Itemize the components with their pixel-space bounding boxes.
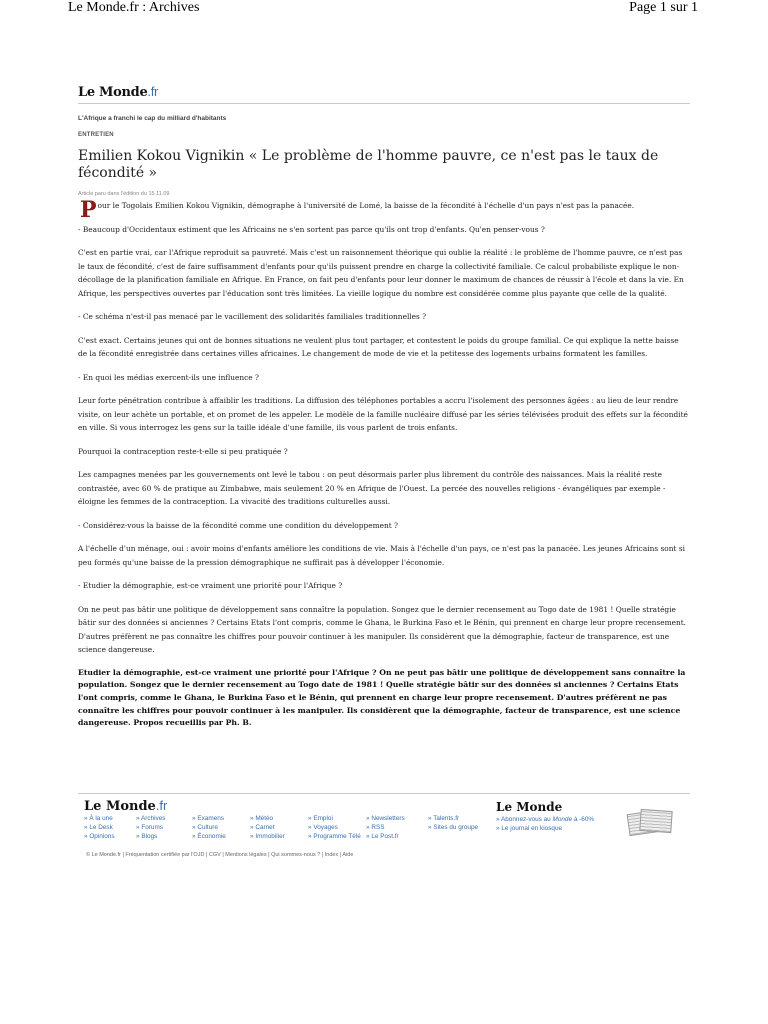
footer-logo-suffix: .fr [155, 798, 168, 813]
footer-link[interactable]: » Opinions [84, 833, 115, 840]
print-header-title: Le Monde.fr : Archives [68, 0, 200, 15]
print-header-page-number: Page 1 sur 1 [629, 0, 698, 15]
article-paragraph: Leur forte pénétration contribue à affaiblir les traditions. La diffusion des téléphones portables a accru l'isolement des personnes âgées : au lieu de leur rendre visite, on leur achète un portable, et on promet de les appeler. Le modèle de la famille nucléaire diffusé par les séries télévisées produit des effets sur la fécondité en ville. Si vous interrogez les gens sur la taille idéale d'une famille, ils vous parlent de trois enfants. [78, 396, 688, 433]
subscribe-suffix: à -60% [572, 816, 595, 823]
footer-link[interactable]: » Examens [192, 815, 224, 822]
header-divider [78, 103, 690, 104]
newspaper-logo[interactable]: Le Monde [496, 800, 563, 814]
article-paragraph: - Etudier la démographie, est-ce vraiment une priorité pour l'Afrique ? [78, 581, 343, 591]
article-lead [78, 197, 690, 224]
article-paragraph: C'est exact. Certains jeunes qui ont de bonnes situations ne veulent plus tout partager, et contestent le poids du groupe familial. Ce qui explique la nette baisse de la fécondité enregistrée dans certaines villes africaines. Le changement de mode de vie et la petitesse des logements urbains formatent les familles. [78, 335, 679, 359]
logo-name: Le Monde [78, 85, 148, 100]
footer-link[interactable]: » Le Post.fr [366, 833, 399, 840]
footer-link[interactable]: » Carnet [250, 824, 275, 831]
footer-link[interactable]: » Newsletters [366, 815, 405, 822]
footer-link[interactable]: » Talents.fr [428, 815, 460, 822]
le-monde-logo[interactable] [78, 84, 690, 100]
article-paragraph: On ne peut pas bâtir une politique de développement sans connaître la population. Songez que le dernier recensement au Togo date de 1981 ! Quelle stratégie bâtir sur des données si anciennes ? Certains Etats l'ont compris, comme le Ghana, le Burkina Faso et le Bénin, qui prennent en charge leur propre recensement. D'autres préfèrent ne pas connaître les chiffres pour pouvoir continuer à les manipuler. Ils considèrent que la démographie, facteur de transparence, est une science dangereuse. [78, 604, 687, 655]
footer-link[interactable]: » Voyages [308, 824, 338, 831]
footer-column [192, 814, 226, 841]
article-paragraph: - Considérez-vous la baisse de la fécondité comme une condition du développement ? [78, 520, 399, 530]
article-paragraph: - En quoi les médias exercent-ils une influence ? [78, 372, 259, 382]
footer-column [366, 814, 405, 841]
footer-link[interactable]: » Immobilier [250, 833, 285, 840]
article-paragraph: Pourquoi la contraception reste-t-elle si peu pratiquée ? [78, 446, 288, 456]
breadcrumb[interactable]: L'Afrique a franchi le cap du milliard d'habitants [78, 115, 227, 122]
footer-logo-name: Le Monde [84, 799, 156, 814]
article-paragraph: A l'échelle d'un ménage, oui : avoir moins d'enfants améliore les conditions de vie. Mais à l'échelle d'un pays, ce n'est pas la panacée. Les jeunes Africains sont si peu formés qu'une baisse de la pression démographique ne suffirait pas à développer l'économie. [78, 544, 685, 567]
footer-link[interactable]: » Culture [192, 824, 218, 831]
footer-link[interactable]: » Le Desk [84, 824, 113, 831]
footer-newspaper-promo [496, 800, 686, 833]
footer-link[interactable]: » Forums [136, 824, 163, 831]
footer-column [250, 814, 285, 841]
subscribe-prefix: » Abonnez-vous au [496, 816, 553, 823]
footer-link[interactable]: » Économie [192, 833, 226, 840]
article-paragraph: Les campagnes menées par les gouvernements ont levé le tabou : on peut désormais parler plus librement du contrôle des naissances. Mais la réalité reste contrastée, avec 60 % de pratique au Zimbabwe, mais seulement 20 % en Afrique de l'Ouest. La percée des nouvelles religions - évangéliques par exemple - éloigne les femmes de la contraception. La vivacité des traditions culturelles aussi. [78, 470, 666, 507]
article-meta: Article paru dans l'édition du 15.11.09 [78, 191, 170, 198]
site-footer [78, 793, 690, 858]
article-closing-paragraph: Etudier la démographie, est-ce vraiment une priorité pour l'Afrique ? On ne peut pas bâtir une politique de développement sans connaître la population. Songez que le dernier recensement au Togo date de 1981 ! Quelle stratégie bâtir sur des données si anciennes ? Certains Etats l'ont compris, comme le Ghana, le Burkina Faso et le Bénin, qui prennent en charge leur propre recensement. D'autres préfèrent ne pas connaître les chiffres pour pouvoir continuer à les manipuler. Ils considèrent que la démographie, facteur de transparence, est une science dangereuse. Propos recueillis par Ph. B. [78, 667, 686, 728]
footer-link[interactable]: » Programme Télé [308, 833, 361, 840]
subscribe-paper-name: Monde [552, 816, 573, 823]
article-page [78, 84, 690, 740]
print-header [0, 0, 768, 22]
article-paragraph: C'est en partie vrai, car l'Afrique reproduit sa pauvreté. Mais c'est un raisonnement théorique qui oublie la réalité : le problème de l'homme pauvre, ce n'est pas le taux de fécondité, c'est de faire suffisamment d'enfants pour qu'ils puissent prendre en charge la collectivité familiale. Ce calcul probabiliste explique le non-décollage de la planification familiale en Afrique. En France, on fait peu d'enfants pour leur donner le maximum de chances de réussir à l'école et dans la vie. En Afrique, les perspectives ouvertes par l'éducation sont très limitées. La vieille logique du nombre est considérée comme plus payante que celle de la qualité. [78, 248, 684, 298]
footer-link[interactable]: » Sites du groupe [428, 824, 479, 831]
footer-logo[interactable] [84, 798, 167, 814]
drop-cap: P [80, 197, 97, 224]
kiosque-link[interactable]: » Le journal en kiosque [496, 825, 563, 832]
footer-link[interactable]: » À la une [84, 815, 113, 822]
footer-link[interactable]: » RSS [366, 824, 385, 831]
newspaper-stack-icon [628, 808, 674, 834]
legal-links[interactable]: © Le Monde.fr | Fréquentation certifiée par l'OJD | CGV | Mentions légales | Qui sommes-nous ? | Index | Aide [86, 852, 354, 858]
rubrique-label: ENTRETIEN [78, 132, 114, 138]
article-title: Emilien Kokou Vignikin « Le problème de l'homme pauvre, ce n'est pas le taux de fécondité » [78, 148, 659, 181]
footer-link[interactable]: » Emploi [308, 815, 333, 822]
article-body [78, 199, 690, 729]
footer-link[interactable]: » Météo [250, 815, 274, 822]
footer-link[interactable]: » Blogs [136, 833, 158, 840]
lead-text: our le Togolais Emilien Kokou Vignikin, démographe à l'université de Lomé, la baisse de la fécondité à l'échelle d'un pays n'est pas la panacée. [97, 201, 635, 211]
article-paragraph: - Ce schéma n'est-il pas menacé par le vacillement des solidarités familiales traditionnelles ? [78, 312, 427, 322]
footer-column [84, 814, 115, 841]
footer-column [428, 814, 478, 832]
footer-column [136, 814, 165, 841]
footer-column [308, 814, 361, 841]
article-paragraph: - Beaucoup d'Occidentaux estiment que les Africains ne s'en sortent pas parce qu'ils ont trop d'enfants. Qu'en penser-vous ? [78, 224, 545, 234]
footer-link[interactable]: » Archives [136, 815, 166, 822]
logo-suffix: .fr [147, 84, 159, 99]
